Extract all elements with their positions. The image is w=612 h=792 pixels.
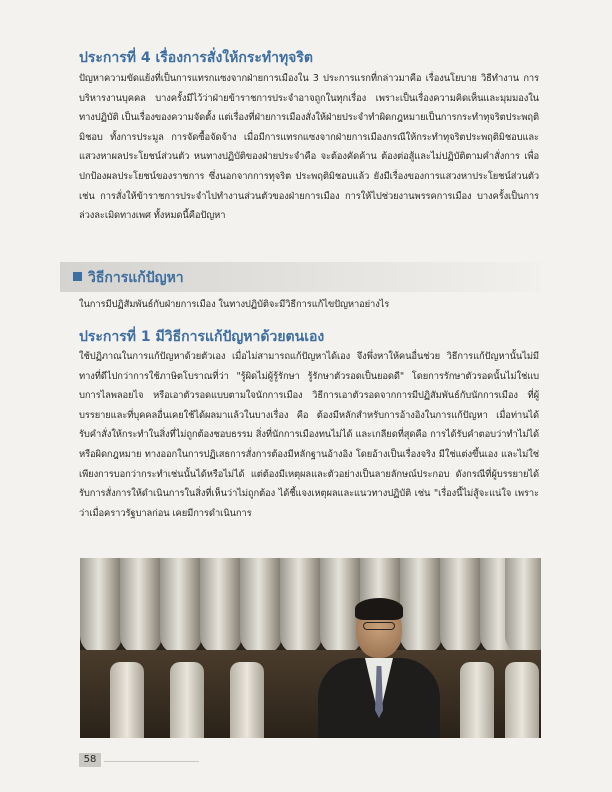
- chair: [170, 662, 204, 738]
- page-number: 58: [79, 753, 101, 767]
- square-bullet-icon: [73, 272, 82, 281]
- photo: [80, 558, 541, 738]
- section-heading-4: ประการที่ 4 เรื่องการสั่งให้กระทำทุจริต: [79, 50, 314, 66]
- chair: [230, 662, 264, 738]
- chair: [505, 662, 539, 738]
- intro-sentence: ในการมีปฏิสัมพันธ์กับฝ่ายการเมือง ในทางปฏิบัติจะมีวิธีการแก้ไขปัญหาอย่างไร: [79, 299, 390, 310]
- section-heading-1: ประการที่ 1 มีวิธีการแก้ปัญหาด้วยตนเอง: [79, 329, 325, 345]
- chair: [460, 662, 494, 738]
- band-title: วิธีการแก้ปัญหา: [88, 270, 184, 286]
- section-4-paragraph: ปัญหาความขัดแย้งที่เป็นการแทรกแซงจากฝ่ายการเมืองใน 3 ประการแรกที่กล่าวมาคือ เรื่องนโยบาย วิธีทำงาน การบริหารงานบุคคล บางครั้งมีไว้ว่าฝ่ายข้าราชการประจำอาจถูกในทุกเรื่อง เพราะเป็นเรื่องความคิดเห็นและมุมมองในทางปฏิบัติ เป็นเรื่องของความจัดตั้ง แต่เรื่องที่ฝ่ายการเมืองสั่งให้ฝ่ายประจำทำผิดกฎหมายเป็นการกระทำทุจริตประพฤติมิชอบ ทั้งการประมูล การจัดซื้อจัดจ้าง เมื่อมีการแทรกแซงจากฝ่ายการเมืองกรณีให้กระทำทุจริตประพฤติมิชอบและแสวงหาผลประโยชน์ส่วนตัว หนทางปฏิบัติของฝ่ายประจำคือ จะต้องคัดค้าน ต้องต่อสู้และไม่ปฏิบัติตามคำสั่งการ เพื่อปกป้องผลประโยชน์ของราชการ ซึ่งนอกจากการทุจริต ประพฤติมิชอบแล้ว ยังมีเรื่องของการแสวงหาประโยชน์ส่วนตัว เช่น การสั่งให้ข้าราชการประจำไปทำงานส่วนตัวของฝ่ายการเมือง การให้ไปช่วยงานพรรคการเมือง บางครั้งเป็นการล่วงละเมิดทางเพศ ทั้งหมดนี้คือปัญหา: [79, 73, 539, 222]
- section-band: [60, 262, 540, 292]
- chair: [110, 662, 144, 738]
- footer-divider: [104, 761, 199, 762]
- curtain-backdrop: [80, 558, 541, 654]
- section-1-paragraph: ใช้ปฏิภาณในการแก้ปัญหาด้วยตัวเอง เมื่อไม่สามารถแก้ปัญหาได้เอง จึงพึ่งหาให้คนอื่นช่วย วิธีการแก้ปัญหานั้นไม่มีทางที่ดีไปกว่าการใช้ภาษิตโบราณที่ว่า "รู้ผิดไม่ผู้รู้รักษา รู้รักษาตัวรอดเป็นยอดดี" โดยการรักษาตัวรอดนั้นไม่ใช่แบบการไลพลอยไจ หรือเอาตัวรอดแบบตามใจนักการเมือง วิธีการเอาตัวรอดจากการมีปฏิสัมพันธ์กับนักการเมือง ที่ผู้บรรยายและที่บุคคลอื่นเคยใช้ได้ผลมาแล้วในบางเรื่อง คือ ต้องมีหลักสำหรับการอ้างอิงในการแก้ปัญหา เมื่อท่านได้รับคำสั่งให้กระทำในสิ่งที่ไม่ถูกต้องชอบธรรม สิ่งที่นักการเมืองทนไม่ได้ และเกลียดที่สุดคือ การได้รับคำตอบว่าทำไม่ได้ หรือผิดกฎหมาย ทางออกในการปฏิเสธการสั่งการต้องมีหลักฐานอ้างอิง โดยอ้างเป็นเรื่องจริง มีใช่แต่งขึ้นเอง และไม่ใช่เพียงการบอกว่ากระทำเช่นนั้นได้หรือไม่ได้ แต่ต้องมีเหตุผลและตัวอย่างเป็นลายลักษณ์ประกอบ ดังกรณีที่ผู้บรรยายได้รับการสั่งการให้ดำเนินการในสิ่งที่เห็นว่าไม่ถูกต้อง ได้ชี้แจงเหตุผลและแนวทางปฏิบัติ เช่น "เรื่องนี้ไม่สู้จะแน่ใจ เพราะว่าเมื่อคราวรัฐบาลก่อน เคยมีการดำเนินการ: [79, 351, 539, 519]
